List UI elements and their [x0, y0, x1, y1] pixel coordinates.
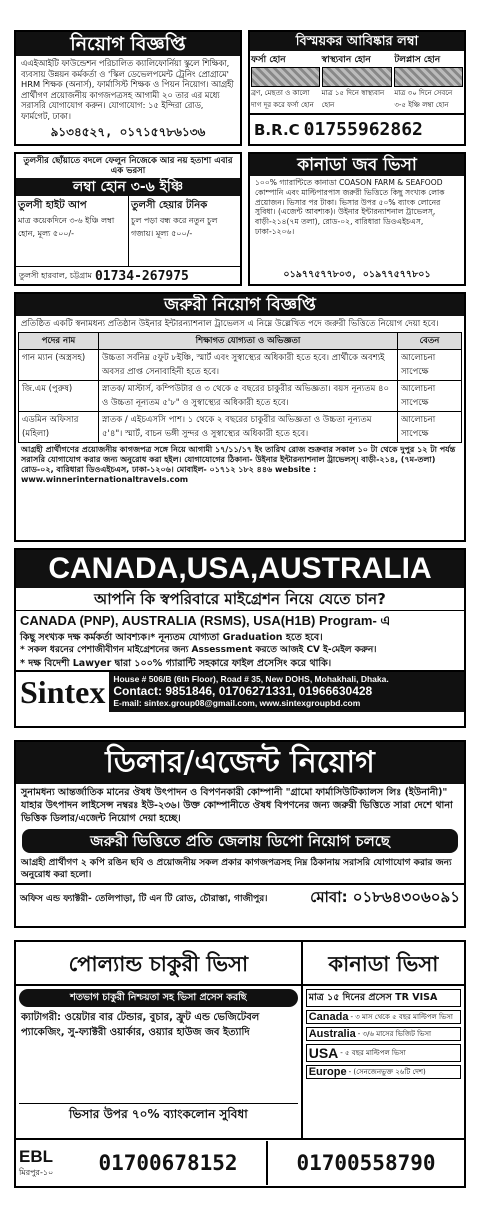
ad-tulsi-height — [14, 152, 242, 286]
ad1-body: এএইআইটি ফাউন্ডেশন পরিচালিত ক্যালিফোর্নিয়া স্কুলে শিক্ষিকা, ব্যবসায় উন্নয়ন কর্মকর্তা ও 'স্কিল ডেভেলপমেন্ট ট্রেনিং প্রোগ্রামে' HRM শিক্ষক (অনার্স), ফার্মাসিস্ট শিক্ষক ও পিয়ন নিয়োগ। আগ্রহী প্রার্থীগণ প্রয়োজনীয় কাগজপত্রসহ আগামী ২০ তার এর মধ্যে সরাসরি যোগাযোগ করুন। যোগাযোগ: ১৫ ইন্দিরা রোড, ফার্মগেট, ঢাকা। — [21, 58, 234, 121]
ad3-product-height: তুলসী হাইট আপ মাত্র কয়েকদিনে ৩-৬ ইঞ্চি লম্বা হোন, মূল্য ৫০০/- — [18, 200, 115, 238]
ad6-question: আপনি কি স্বপরিবারে মাইগ্রেশন নিয়ে যেতে চান? — [16, 588, 464, 611]
ad3-title: লম্বা হোন ৩-৬ ইঞ্চি — [16, 178, 240, 196]
ad5-footer: আগ্রহী প্রার্থীগণের প্রয়োজনীয় কাগজপত্র সঙ্গে নিয়ে আগামী ১৭/১১/১৭ ইং তারিখ রোজ শুক্রবার সকাল ১০ টা থেকে দুপুর ১২ টা পর্যন্ত সরাসরি যোগাযোগ করার জন্য অনুরোধ করা হইল। যোগাযোগের ঠিকানা- উইনার ইন্টারন্যাশনাল ট্রাভেলস্। বাড়ী-২১৪, (৭ম-তলা) রোড-০২, বারিধারা ডিওএইচএস, ঢাকা-১২০৬। মোবাইল- ০১৭১২ ১৮২ ৪৪৬ website : www.winnerinternationaltravels.com — [21, 445, 456, 484]
height-photo — [394, 67, 463, 87]
ad2-phone: 01755962862 — [303, 119, 423, 140]
ad3-product-hair: তুলসী হেয়ার টনিক চুল পড়া বন্ধ করে নতুন চুল গজায়। মূল্য ৫০০/- — [128, 196, 240, 266]
ad2-col-tall: টলপ্লাস হোন মাত্র ৩০ দিনে সেবনে ৩-৫ ইঞ্চি লম্বা হোন — [393, 51, 464, 113]
ad8-ebl: EBL মিরপুর-১০ — [19, 1146, 54, 1177]
list-item: Australia - ৩/৬ মাসের ভিজিট ভিসা — [306, 1027, 461, 1041]
ad7-note: আগ্রহী প্রার্থীগণ ২ কপি রঙিন ছবি ও প্রয়োজনীয় সকল প্রকার কাগজপত্রসহ নিম্ন ঠিকানায় সরাসরি যোগাযোগ করার জন্য অনুরোধ করা হলো। — [21, 858, 452, 880]
ad4-title: কানাডা জব ভিসা — [250, 154, 464, 176]
ad8-tr-visa: মাত্র ১৫ দিনের প্রসেস TR VISA — [306, 989, 461, 1007]
ad8-badge: শতভাগ চাকুরী নিশ্চয়তা সহ ভিসা প্রসেস করছি — [19, 989, 298, 1007]
table-row: এডমিন অফিসার (মহিলা) স্নাতক / এইচএসসি পাশ। ১ থেকে ২ বছরের চাকুরীর অভিজ্ঞতা ও উচ্চতা নূন্যতম ৫'৪"। স্মার্ট, বাচন ভঙ্গী সুন্দর ও সুস্বাস্থ্যের অধিকারী হতে হবে। আলোচনা সাপেক্ষে — [19, 412, 462, 443]
table-row: গান ম্যান (অস্ত্রসহ) উচ্চতা সর্বনিম্ন ৫ফুট ৮ইঞ্চি, স্মার্ট এবং সুস্বাস্থ্যের অধিকারী হতে হবে। প্রার্থীকে অবশ্যই অবসর প্রাপ্ত সেনাবাহিনী হতে হবে। আলোচনা সাপেক্ষে — [19, 350, 462, 381]
ad6-brand: Sintex — [20, 673, 106, 710]
ad6-email: E-mail: sintex.group08@gmail.com, www.sintexgroupbd.com — [113, 698, 361, 708]
ad8-loan: ভিসার উপর ৭০% ব্যাংকলোন সুবিধা — [19, 1103, 298, 1124]
ad7-highlight: জরুরী ভিত্তিতে প্রতি জেলায় ডিপো নিয়োগ চলছে — [22, 829, 458, 853]
list-item: Europe - (সেনজেনভুক্ত ২৬টি দেশ) — [306, 1065, 461, 1079]
ad-canada-job-visa — [248, 152, 466, 286]
ad7-address: অফিস এন্ড ফ্যাক্টরী- তেলিপাড়া, টি এন টি রোড, চৌরাস্তা, গাজীপুর। — [20, 893, 268, 904]
ad2-brand: B.R.C — [254, 120, 300, 139]
list-item: Canada - ৩ মাস থেকে ৫ বছর মাল্টিপল ভিসা — [306, 1010, 461, 1024]
ad8-title-right: কানাডা ভিসা — [328, 952, 439, 976]
ad6-programs: CANADA (PNP), AUSTRALIA (RSMS), USA(H1B) Program- এ — [20, 613, 391, 628]
ad3-phone: 01734-267975 — [94, 269, 189, 284]
ad-urgent-recruitment — [14, 292, 466, 542]
ad8-category: ক্যাটাগরী: ওয়েটার বার টেন্ডার, বুচার, ফ্রুট এন্ড ভেজিটেবল প্যাকেজিং, সু-ফ্যাক্টরী ওয়ার্কার, ওয়্যার হাউজ জব ইত্যাদি — [21, 1012, 260, 1038]
ad-job-notice — [14, 30, 242, 146]
ad7-body: সুনামধন্য আন্তর্জাতিক মানের ঔষধ উৎপাদন ও বিপণনকারী কোম্পানী "গ্রামো ফার্মাসিউটিক্যালস লিঃ (ইউনানী)" যাহার উৎপাদন লাইসেন্স নম্বরঃ ইউ-২৩৬। উক্ত কোম্পানীতে ঔষধ বিপণনের জন্য জরুরী ভিত্তিতে সারা দেশে থানা ভিত্তিক ডিলার/এজেন্ট নিয়োগ দেয়া হচ্ছে। — [21, 787, 453, 824]
ad7-title: ডিলার/এজেন্ট নিয়োগ — [16, 742, 464, 784]
header-post: পদের নাম — [19, 333, 99, 350]
table-row: জি.এম (পুরুষ) স্নাতক/ মাস্টার্স, কম্পিউটার ও ৩ থেকে ৫ বছরের চাকুরীর অভিজ্ঞতা। বয়স নূন্যতম ৪০ ও উচ্চতা নূন্যতম ৫'৮" ও সুস্বাস্থ্যের অধিকারী হতে হবে। আলোচনা সাপেক্ষে — [19, 381, 462, 412]
header-qualification: শিক্ষাগত যোগ্যতা ও অভিজ্ঞতা — [99, 333, 398, 350]
ad6-line3: * দক্ষ বিদেশী Lawyer দ্বারা ১০০% গ্যারান্টি সহকারে ফাইল প্রসেসিং করে থাকি। — [20, 658, 332, 669]
ad5-intro: প্রতিষ্ঠিত একটি স্বনামধন্য প্রতিষ্ঠান উইনার ইন্টারন্যাশনাল ট্রাভেলস এ নিম্নে উল্লেখিত পদে জরুরী ভিত্তিতে নিয়োগ দেয়া হবে। — [21, 319, 439, 329]
ad5-table — [18, 332, 462, 443]
ad3-footer: তুলসী হারবাল, চট্টগ্রাম — [19, 271, 92, 280]
bodybuilder-photo — [322, 67, 393, 87]
ad6-line1: কিছু সংখ্যক দক্ষ কর্মকর্তা আবশ্যক।* নূন্যতম যোগ্যতা Graduation হতে হবে। — [20, 632, 323, 643]
ad-height-products — [248, 30, 466, 146]
list-item: USA - ৫ বছর মাল্টিপল ভিসা — [306, 1044, 461, 1062]
ad4-phone: ০১৯৭৭৫৭৭৮০৩, ০১৯৭৭৫৭৭৮০১ — [283, 269, 431, 280]
ad-sintex-migration — [14, 548, 466, 728]
header-salary: বেতন — [398, 333, 462, 350]
ad2-col-fair: ফর্সা হোন ব্রণ, মেছতা ও কালো দাগ দূর করে ফর্সা হোন — [250, 51, 321, 113]
ad2-title: বিস্ময়কর আবিষ্কার লম্বা — [250, 32, 464, 51]
ad8-phone2: 01700558790 — [296, 1151, 436, 1175]
ad8-title-left: পোল্যান্ড চাকুরী ভিসা — [16, 942, 303, 984]
ad5-title: জরুরী নিয়োগ বিজ্ঞপ্তি — [16, 294, 464, 316]
ad6-title: CANADA,USA,AUSTRALIA — [16, 550, 464, 588]
ad4-body: ১০০% গ্যারান্টিতে কানাডা COASON FARM & SEAFOOD কোম্পানি এবং মাল্টিপারপাস জরুরী ভিত্তিতে কিছু সংখ্যক লোক প্রয়োজন। ভিসার পর টাকা। ভিসার উপর ৫০% ব্যাংক লোনের সুবিধা। (এজেন্ট আবশ্যক)। উইনার ইন্টারন্যাশনাল ট্রাভেলস্, বাড়ী-২১৪(৭ম তলা), রোড-০২, বারিধারা ডিওএইচএস, ঢাকা-১২০৬। — [255, 178, 445, 236]
ad-dealer-agent — [14, 740, 466, 928]
ad-poland-canada-visa — [14, 940, 466, 1188]
ad7-phone: মোবা: ০১৮৬৪৩০৬০৯১ — [310, 887, 460, 906]
ad6-contact: Contact: 9851846, 01706271331, 01966630428 — [113, 684, 373, 698]
ad2-col-healthy: স্বাস্থ্যবান হোন মাত্র ১৫ দিনে স্বাস্থ্যবান হোন — [321, 51, 394, 113]
ad6-address: House # 506/B (6th Floor), Road # 35, New DOHS, Mohakhali, Dhaka. — [113, 674, 389, 684]
ad1-phone: ৯১৩৪৫২৭, ০১৭১৫৭৮৬১৩৬ — [50, 125, 206, 139]
ad6-line2: * সকল ধরনের পেশাজীবীগন মাইগ্রেশনের জন্য Assessment করতে আজই CV ই-মেইল করুন। — [20, 645, 377, 655]
ad3-tagline: তুলসীর ছোঁয়াতে বদলে ফেলুন নিজেকে আর নয় হতাশা এবার এক ভরসা — [23, 156, 233, 176]
ad1-title: নিয়োগ বিজ্ঞপ্তি — [16, 32, 240, 56]
ad8-phone1: 01700678152 — [70, 1141, 268, 1185]
face-photo — [251, 67, 320, 87]
